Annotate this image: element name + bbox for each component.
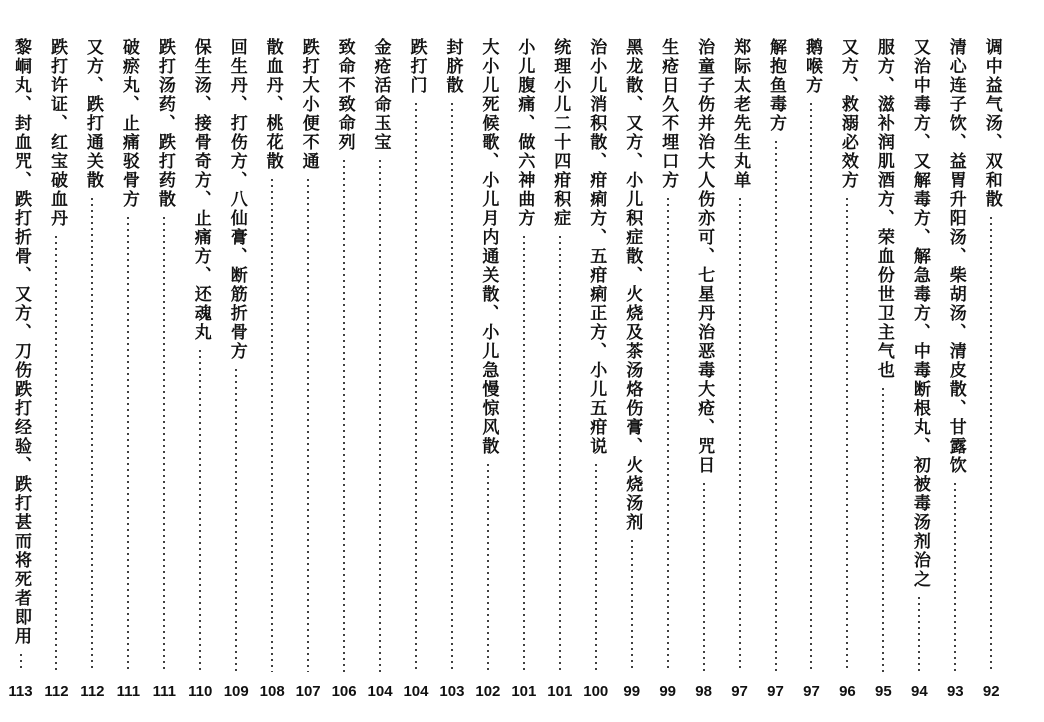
dot-leader [307,177,310,672]
dot-leader [19,652,22,672]
toc-entry-page-number: 111 [152,683,176,700]
dot-leader [379,158,382,672]
toc-entry [148,0,181,722]
toc-entry-title: 小儿腹痛、做六神曲方 [514,38,535,228]
toc-entry [975,0,1008,722]
toc-entry-page-number: 99 [659,683,676,700]
toc-entry-page-number: 113 [8,683,33,700]
toc-entry-title: 黎峒丸、封血咒、跌打折骨、又方、刀伤跌打经验、跌打甚而将死者即用 [11,38,31,646]
toc-entry [615,0,648,722]
dot-leader [127,215,130,672]
toc-entry [543,0,576,722]
toc-entry-title: 统理小儿二十四疳积症 [550,38,571,228]
toc-entry [939,0,972,722]
toc-entry [40,0,73,722]
toc-entry-title: 鹅喉方 [801,38,822,95]
dot-leader [846,196,849,672]
dot-leader [91,196,94,672]
dot-leader [271,177,274,672]
dot-leader [630,538,633,672]
toc-entry-title: 跌打汤药、跌打药散 [154,38,175,209]
toc-entry-page-number: 93 [946,683,964,700]
toc-entry-page-number: 94 [910,683,928,700]
toc-entry [723,0,756,722]
toc-entry-page-number: 97 [731,683,748,700]
dot-leader [882,386,885,672]
toc-entry-title: 跌打门 [406,38,427,95]
toc-entry-title: 大小儿死候歌、小儿月内通关散、小儿急慢惊风散 [478,38,499,456]
toc-entry [76,0,109,722]
toc-entry [687,0,720,722]
toc-entry [184,0,217,722]
toc-entry-title: 又方、救溺必效方 [837,38,858,190]
toc-entry-page-number: 92 [982,683,1000,700]
toc-entry-page-number: 101 [547,683,573,700]
toc-entry-page-number: 97 [803,683,820,700]
toc-entry [867,0,900,722]
toc-entry [112,0,145,722]
dot-leader [486,462,489,672]
toc-entry-title: 保生汤、接骨奇方、止痛方、还魂丸 [190,38,211,342]
toc-entry-page-number: 98 [695,683,712,700]
dot-leader [738,196,741,672]
toc-entry-page-number: 108 [259,683,285,700]
toc-entry-page-number: 100 [583,683,609,700]
toc-entry-page-number: 103 [439,683,465,700]
dot-leader [450,101,453,672]
toc-entry-title: 治童子伤并治大人伤亦可、七星丹治恶毒大疮、咒日 [694,38,715,475]
toc-entry [759,0,792,722]
toc-entry-page-number: 107 [295,683,321,700]
toc-entry-title: 服方、滋补润肌酒方、荣血份世卫主气也 [873,38,894,380]
dot-leader [774,139,777,672]
toc-entry-title: 解抱鱼毒方 [766,38,787,133]
toc-entry-title: 调中益气汤、双和散 [981,38,1002,209]
toc-entry-page-number: 102 [475,683,501,700]
toc-entry-page-number: 106 [331,683,357,700]
toc-entry [651,0,684,722]
toc-entry-title: 跌打许证、红宝破血丹 [46,38,67,228]
toc-entry [507,0,540,722]
toc-entry-page-number: 111 [116,683,141,700]
toc-entry-page-number: 104 [403,683,429,700]
dot-leader [235,367,238,672]
dot-leader [522,234,525,672]
toc-entry-page-number: 112 [44,683,69,700]
toc-entry-title: 回生丹、打伤方、八仙膏、断筋折骨方 [226,38,247,361]
toc-entry [256,0,289,722]
dot-leader [810,101,813,672]
toc-entry [831,0,864,722]
toc-entry [328,0,361,722]
toc-entry-page-number: 104 [367,683,393,700]
dot-leader [199,348,202,672]
toc-entry-page-number: 95 [875,683,892,700]
toc-entry-page-number: 101 [511,683,537,700]
toc-entry-title: 黑龙散、又方、小儿积症散、火烧及茶汤烙伤膏、火烧汤剂 [622,38,643,532]
toc-entry-title: 致命不致命列 [334,38,355,152]
toc-entry [471,0,504,722]
toc-entry-title: 生疮日久不埋口方 [658,38,679,190]
toc-entry-title: 跌打大小便不通 [298,38,319,171]
toc-entry-title: 封脐散 [442,38,463,95]
toc-entry [399,0,432,722]
toc-entry [4,0,37,722]
toc-entry [220,0,253,722]
dot-leader [954,481,957,672]
dot-leader [594,462,597,672]
dot-leader [990,215,993,672]
toc-entry [795,0,828,722]
dot-leader [163,215,166,672]
dot-leader [666,196,669,672]
toc-entry [435,0,468,722]
dot-leader [343,158,346,672]
toc-entry-title: 又方、跌打通关散 [82,38,103,190]
dot-leader [918,595,921,672]
toc-entry-page-number: 110 [188,683,213,700]
toc-entry-page-number: 97 [767,683,784,700]
dot-leader [55,234,58,672]
toc-entry-title: 清心连子饮、益胃升阳汤、柴胡汤、清皮散、甘露饮 [945,38,966,475]
dot-leader [414,101,417,672]
toc-entry-page-number: 99 [623,683,641,700]
toc-entry-page-number: 96 [839,683,856,700]
dot-leader [558,234,561,672]
toc-entry-page-number: 112 [80,683,105,700]
toc-entry-title: 郑际太老先生丸单 [730,38,751,190]
toc-entry [364,0,397,722]
toc-entry-title: 破瘀丸、止痛驳骨方 [118,38,139,209]
toc-entry [903,0,936,722]
toc-entry [579,0,612,722]
toc-entry [292,0,325,722]
toc-entry-title: 金疮活命玉宝 [370,38,391,152]
toc-entry-title: 治小儿消积散、疳痢方、五疳痢正方、小儿五疳说 [586,38,607,456]
toc-entry-title: 又治中毒方、又解毒方、解急毒方、中毒断根丸、初被毒汤剂治之 [909,38,930,589]
toc-entry-title: 散血丹、桃花散 [262,38,283,171]
toc-entry-page-number: 109 [223,683,249,700]
dot-leader [702,481,705,672]
